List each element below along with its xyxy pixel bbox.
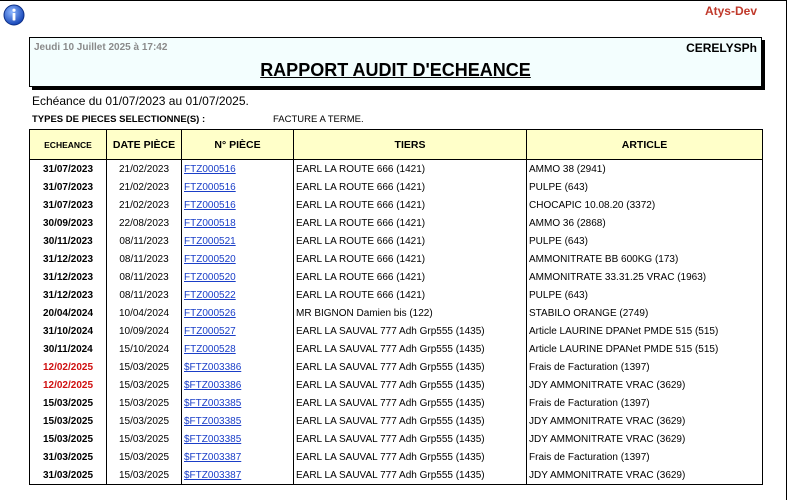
piece-link[interactable]: FTZ000527	[184, 325, 236, 337]
table-row	[30, 160, 763, 179]
cell-article: PULPE (643)	[527, 286, 763, 304]
piece-link[interactable]: $FTZ003386	[184, 361, 242, 373]
column-header-tiers: TIERS	[294, 130, 527, 160]
cell-num-piece	[182, 268, 294, 286]
report-title: RAPPORT AUDIT D'ECHEANCE	[260, 60, 531, 80]
cell-tiers: EARL LA SAUVAL 777 Adh Grp555 (1435)	[294, 376, 527, 394]
cell-article: JDY AMMONITRATE VRAC (3629)	[527, 412, 763, 430]
cell-tiers: EARL LA ROUTE 666 (1421)	[294, 250, 527, 268]
cell-date-piece: 08/11/2023	[107, 232, 182, 250]
cell-num-piece	[182, 376, 294, 394]
table-row	[30, 358, 763, 376]
piece-link[interactable]: $FTZ003385	[184, 415, 242, 427]
cell-tiers: MR BIGNON Damien bis (122)	[294, 304, 527, 322]
column-header-num-piece: N° PIÈCE	[182, 130, 294, 160]
cell-date-piece: 15/03/2025	[107, 430, 182, 448]
cell-date-piece: 08/11/2023	[107, 268, 182, 286]
piece-link[interactable]: FTZ000520	[184, 271, 236, 283]
table-row	[30, 250, 763, 268]
table-row	[30, 376, 763, 394]
piece-link[interactable]: FTZ000520	[184, 253, 236, 265]
table-row	[30, 394, 763, 412]
cell-tiers: EARL LA SAUVAL 777 Adh Grp555 (1435)	[294, 430, 527, 448]
cell-tiers: EARL LA SAUVAL 777 Adh Grp555 (1435)	[294, 466, 527, 485]
piece-link[interactable]: $FTZ003387	[184, 469, 242, 481]
cell-echeance: 31/10/2024	[30, 322, 107, 340]
piece-link[interactable]: $FTZ003385	[184, 433, 242, 445]
cell-article: JDY AMMONITRATE VRAC (3629)	[527, 466, 763, 485]
cell-num-piece	[182, 232, 294, 250]
cell-tiers: EARL LA ROUTE 666 (1421)	[294, 178, 527, 196]
table-row	[30, 286, 763, 304]
cell-date-piece: 15/03/2025	[107, 376, 182, 394]
report-header	[29, 37, 762, 87]
cell-echeance: 31/07/2023	[30, 160, 107, 179]
table-row	[30, 322, 763, 340]
cell-article: JDY AMMONITRATE VRAC (3629)	[527, 376, 763, 394]
period-text: Echéance du 01/07/2023 au 01/07/2025.	[32, 94, 249, 108]
cell-article: AMMO 36 (2868)	[527, 214, 763, 232]
cell-num-piece	[182, 466, 294, 485]
cell-date-piece: 08/11/2023	[107, 250, 182, 268]
company-name: CERELYSPh	[686, 41, 757, 55]
cell-date-piece: 08/11/2023	[107, 286, 182, 304]
cell-tiers: EARL LA SAUVAL 777 Adh Grp555 (1435)	[294, 322, 527, 340]
cell-date-piece: 15/10/2024	[107, 340, 182, 358]
cell-date-piece: 10/04/2024	[107, 304, 182, 322]
info-icon[interactable]	[3, 4, 25, 26]
cell-num-piece	[182, 340, 294, 358]
cell-echeance: 31/07/2023	[30, 178, 107, 196]
cell-tiers: EARL LA ROUTE 666 (1421)	[294, 286, 527, 304]
table-row	[30, 340, 763, 358]
cell-num-piece	[182, 286, 294, 304]
cell-echeance: 12/02/2025	[30, 358, 107, 376]
cell-num-piece	[182, 322, 294, 340]
column-header-date-piece: DATE PIÈCE	[107, 130, 182, 160]
cell-echeance: 12/02/2025	[30, 376, 107, 394]
cell-date-piece: 15/03/2025	[107, 358, 182, 376]
cell-echeance: 15/03/2025	[30, 412, 107, 430]
cell-article: Frais de Facturation (1397)	[527, 448, 763, 466]
column-header-echeance: ECHEANCE	[30, 130, 107, 160]
piece-link[interactable]: FTZ000526	[184, 307, 236, 319]
cell-echeance: 31/12/2023	[30, 250, 107, 268]
cell-date-piece: 21/02/2023	[107, 178, 182, 196]
cell-date-piece: 15/03/2025	[107, 466, 182, 485]
cell-num-piece	[182, 178, 294, 196]
cell-tiers: EARL LA SAUVAL 777 Adh Grp555 (1435)	[294, 340, 527, 358]
cell-article: JDY AMMONITRATE VRAC (3629)	[527, 430, 763, 448]
piece-link[interactable]: $FTZ003385	[184, 397, 242, 409]
table-row	[30, 268, 763, 286]
cell-article: AMMONITRATE BB 600KG (173)	[527, 250, 763, 268]
cell-article: Frais de Facturation (1397)	[527, 394, 763, 412]
piece-link[interactable]: $FTZ003387	[184, 451, 242, 463]
cell-echeance: 31/12/2023	[30, 286, 107, 304]
cell-echeance: 31/03/2025	[30, 448, 107, 466]
table-row	[30, 178, 763, 196]
cell-article: AMMONITRATE 33.31.25 VRAC (1963)	[527, 268, 763, 286]
cell-tiers: EARL LA SAUVAL 777 Adh Grp555 (1435)	[294, 448, 527, 466]
cell-article: Frais de Facturation (1397)	[527, 358, 763, 376]
cell-date-piece: 21/02/2023	[107, 196, 182, 214]
cell-date-piece: 15/03/2025	[107, 394, 182, 412]
cell-echeance: 30/11/2024	[30, 340, 107, 358]
cell-num-piece	[182, 430, 294, 448]
top-border	[0, 0, 787, 1]
table-row	[30, 214, 763, 232]
table-row	[30, 196, 763, 214]
cell-num-piece	[182, 196, 294, 214]
table-row	[30, 304, 763, 322]
cell-echeance: 31/07/2023	[30, 196, 107, 214]
cell-num-piece	[182, 160, 294, 179]
types-value: FACTURE A TERME.	[273, 114, 364, 125]
piece-link[interactable]: FTZ000516	[184, 181, 236, 193]
cell-article: PULPE (643)	[527, 232, 763, 250]
cell-echeance: 31/12/2023	[30, 268, 107, 286]
cell-num-piece	[182, 358, 294, 376]
cell-tiers: EARL LA SAUVAL 777 Adh Grp555 (1435)	[294, 412, 527, 430]
cell-echeance: 30/09/2023	[30, 214, 107, 232]
cell-num-piece	[182, 214, 294, 232]
piece-link[interactable]: FTZ000516	[184, 163, 236, 175]
table-header-row	[30, 130, 763, 160]
app-name: Atys-Dev	[704, 4, 757, 18]
cell-tiers: EARL LA ROUTE 666 (1421)	[294, 196, 527, 214]
cell-tiers: EARL LA ROUTE 666 (1421)	[294, 214, 527, 232]
piece-link[interactable]: FTZ000522	[184, 289, 236, 301]
cell-tiers: EARL LA ROUTE 666 (1421)	[294, 268, 527, 286]
cell-num-piece	[182, 448, 294, 466]
cell-article: AMMO 38 (2941)	[527, 160, 763, 179]
audit-table	[29, 129, 763, 485]
types-label: TYPES DE PIECES SELECTIONNE(S) :	[32, 114, 206, 125]
cell-date-piece: 15/03/2025	[107, 448, 182, 466]
cell-num-piece	[182, 412, 294, 430]
cell-article: Article LAURINE DPANet PMDE 515 (515)	[527, 340, 763, 358]
cell-echeance: 15/03/2025	[30, 394, 107, 412]
cell-echeance: 30/11/2023	[30, 232, 107, 250]
table-row	[30, 466, 763, 485]
cell-article: PULPE (643)	[527, 178, 763, 196]
cell-article: Article LAURINE DPANet PMDE 515 (515)	[527, 322, 763, 340]
piece-link[interactable]: $FTZ003386	[184, 379, 242, 391]
cell-num-piece	[182, 394, 294, 412]
table-row	[30, 448, 763, 466]
report-date: Jeudi 10 Juillet 2025 à 17:42	[34, 42, 168, 53]
cell-tiers: EARL LA ROUTE 666 (1421)	[294, 232, 527, 250]
cell-num-piece	[182, 250, 294, 268]
cell-echeance: 31/03/2025	[30, 466, 107, 485]
table-row	[30, 232, 763, 250]
cell-num-piece	[182, 304, 294, 322]
cell-article: STABILO ORANGE (2749)	[527, 304, 763, 322]
cell-date-piece: 22/08/2023	[107, 214, 182, 232]
piece-link[interactable]: FTZ000528	[184, 343, 236, 355]
cell-tiers: EARL LA ROUTE 666 (1421)	[294, 160, 527, 179]
table-row	[30, 430, 763, 448]
column-header-article: ARTICLE	[527, 130, 763, 160]
cell-tiers: EARL LA SAUVAL 777 Adh Grp555 (1435)	[294, 358, 527, 376]
cell-date-piece: 15/03/2025	[107, 412, 182, 430]
cell-date-piece: 21/02/2023	[107, 160, 182, 179]
table-row	[30, 412, 763, 430]
piece-link[interactable]: FTZ000518	[184, 217, 236, 229]
cell-article: CHOCAPIC 10.08.20 (3372)	[527, 196, 763, 214]
cell-echeance: 20/04/2024	[30, 304, 107, 322]
piece-link[interactable]: FTZ000521	[184, 235, 236, 247]
cell-date-piece: 10/09/2024	[107, 322, 182, 340]
piece-link[interactable]: FTZ000516	[184, 199, 236, 211]
cell-tiers: EARL LA SAUVAL 777 Adh Grp555 (1435)	[294, 394, 527, 412]
cell-echeance: 15/03/2025	[30, 430, 107, 448]
